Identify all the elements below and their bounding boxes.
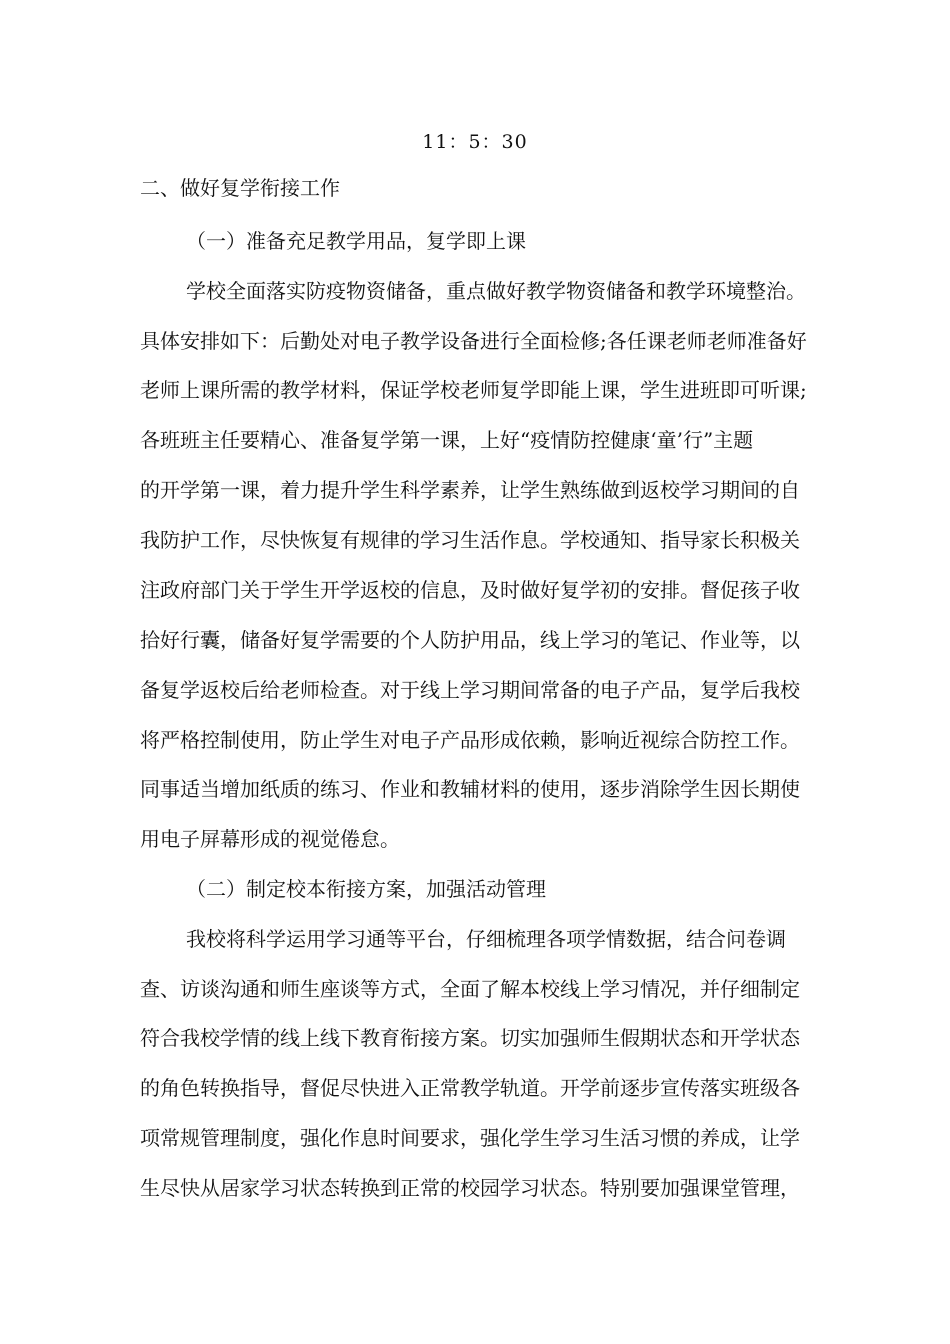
paragraph-line: 老师上课所需的教学材料，保证学校老师复学即能上课，学生进班即可听课; bbox=[140, 378, 807, 402]
paragraph-line: 将严格控制使用，防止学生对电子产品形成依赖，影响近视综合防控工作。 bbox=[140, 728, 800, 752]
paragraph-line: 具体安排如下：后勤处对电子教学设备进行全面检修;各任课老师老师准备好 bbox=[140, 329, 807, 353]
paragraph-line: 我防护工作，尽快恢复有规律的学习生活作息。学校通知、指导家长积极关 bbox=[140, 528, 800, 552]
paragraph-line: 的开学第一课，着力提升学生科学素养，让学生熟练做到返校学习期间的自 bbox=[140, 478, 800, 502]
paragraph-line: 学校全面落实防疫物资储备，重点做好教学物资储备和教学环境整治。 bbox=[186, 279, 806, 303]
paragraph-line: 符合我校学情的线上线下教育衔接方案。切实加强师生假期状态和开学状态 bbox=[140, 1026, 800, 1050]
paragraph-line: 我校将科学运用学习通等平台，仔细梳理各项学情数据，结合问卷调 bbox=[186, 927, 786, 951]
paragraph-line: 拾好行囊，储备好复学需要的个人防护用品，线上学习的笔记、作业等，以 bbox=[140, 628, 800, 652]
paragraph-line: 生尽快从居家学习状态转换到正常的校园学习状态。特别要加强课堂管理， bbox=[140, 1176, 800, 1200]
paragraph-line: 查、访谈沟通和师生座谈等方式，全面了解本校线上学习情况，并仔细制定 bbox=[140, 977, 800, 1001]
paragraph-line: 同事适当增加纸质的练习、作业和教辅材料的使用，逐步消除学生因长期使 bbox=[140, 777, 800, 801]
section-heading: 二、做好复学衔接工作 bbox=[140, 176, 340, 200]
time-header: 11：5：30 bbox=[422, 131, 528, 153]
paragraph-line: 注政府部门关于学生开学返校的信息，及时做好复学初的安排。督促孩子收 bbox=[140, 578, 800, 602]
paragraph-line: 的角色转换指导，督促尽快进入正常教学轨道。开学前逐步宣传落实班级各 bbox=[140, 1076, 800, 1100]
paragraph-line: 项常规管理制度，强化作息时间要求，强化学生学习生活习惯的养成，让学 bbox=[140, 1126, 800, 1150]
paragraph-line: 备复学返校后给老师检查。对于线上学习期间常备的电子产品，复学后我校 bbox=[140, 678, 800, 702]
paragraph-line: 各班班主任要精心、准备复学第一课，上好“疫情防控健康‘童’行”主题 bbox=[140, 428, 754, 452]
subsection-title-1: （一）准备充足教学用品，复学即上课 bbox=[186, 229, 526, 253]
subsection-title-2: （二）制定校本衔接方案，加强活动管理 bbox=[186, 877, 546, 901]
paragraph-line: 用电子屏幕形成的视觉倦怠。 bbox=[140, 827, 400, 851]
